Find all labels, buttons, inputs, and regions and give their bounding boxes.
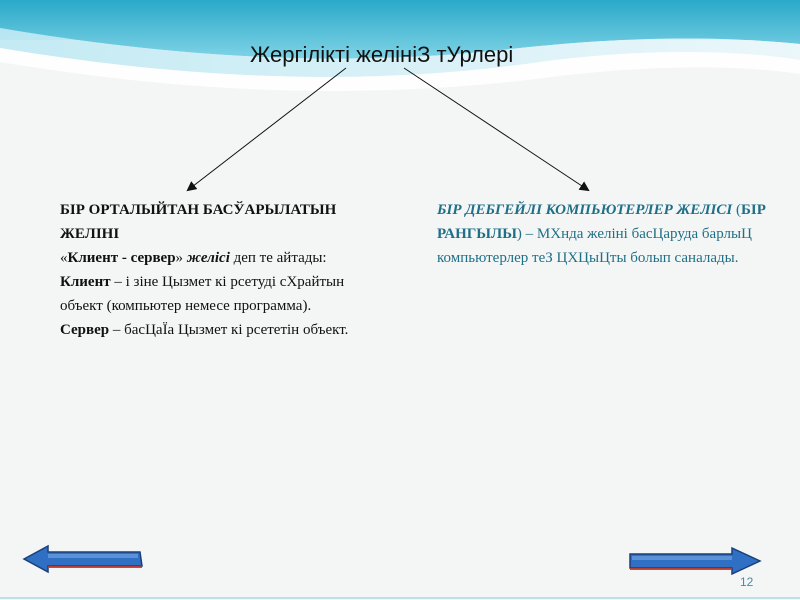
- server-label: Сервер: [60, 322, 110, 338]
- arrow-right-icon: [630, 548, 760, 574]
- previous-slide-button[interactable]: [22, 544, 144, 574]
- peer-to-peer-network-block: [437, 198, 772, 270]
- slide-title: Жергілікті желініЗ тУрлері: [250, 42, 514, 67]
- next-slide-button[interactable]: [628, 546, 762, 576]
- arrow-left-icon: [24, 546, 142, 572]
- client-server-network-block: [60, 198, 380, 342]
- right-heading: БІР ДЕБГЕЙЛІ КОМПЬЮТЕРЛЕР ЖЕЛІСІ: [437, 202, 733, 218]
- client-label: Клиент: [60, 274, 111, 290]
- client-server-term: Клиент - сервер: [67, 250, 176, 266]
- client-server-definition: «Клиент - сервер» желісі деп те айтады:: [60, 250, 327, 266]
- page-number: 12: [740, 575, 754, 589]
- left-heading: БІР ОРТАЛЫЙТАН БАСЎАРЫЛАТЫН ЖЕЛІНІ: [60, 202, 337, 242]
- server-definition: Сервер – басЦаЇа Цызмет кі рсететін объект.: [60, 322, 349, 338]
- client-definition: Клиент – і зіне Цызмет кі рсетуді сХрайтын объект (компьютер немесе программа).: [60, 274, 345, 314]
- right-text: БІР ДЕБГЕЙЛІ КОМПЬЮТЕРЛЕР ЖЕЛІСІ (БІР РАНГЫЛЫ) – МХнда желіні басЦаруда барлыЦ компьютерлер теЗ ЦХЦыЦты болып саналады.: [437, 202, 766, 266]
- rank-term: БІР РАНГЫЛЫ: [437, 202, 766, 242]
